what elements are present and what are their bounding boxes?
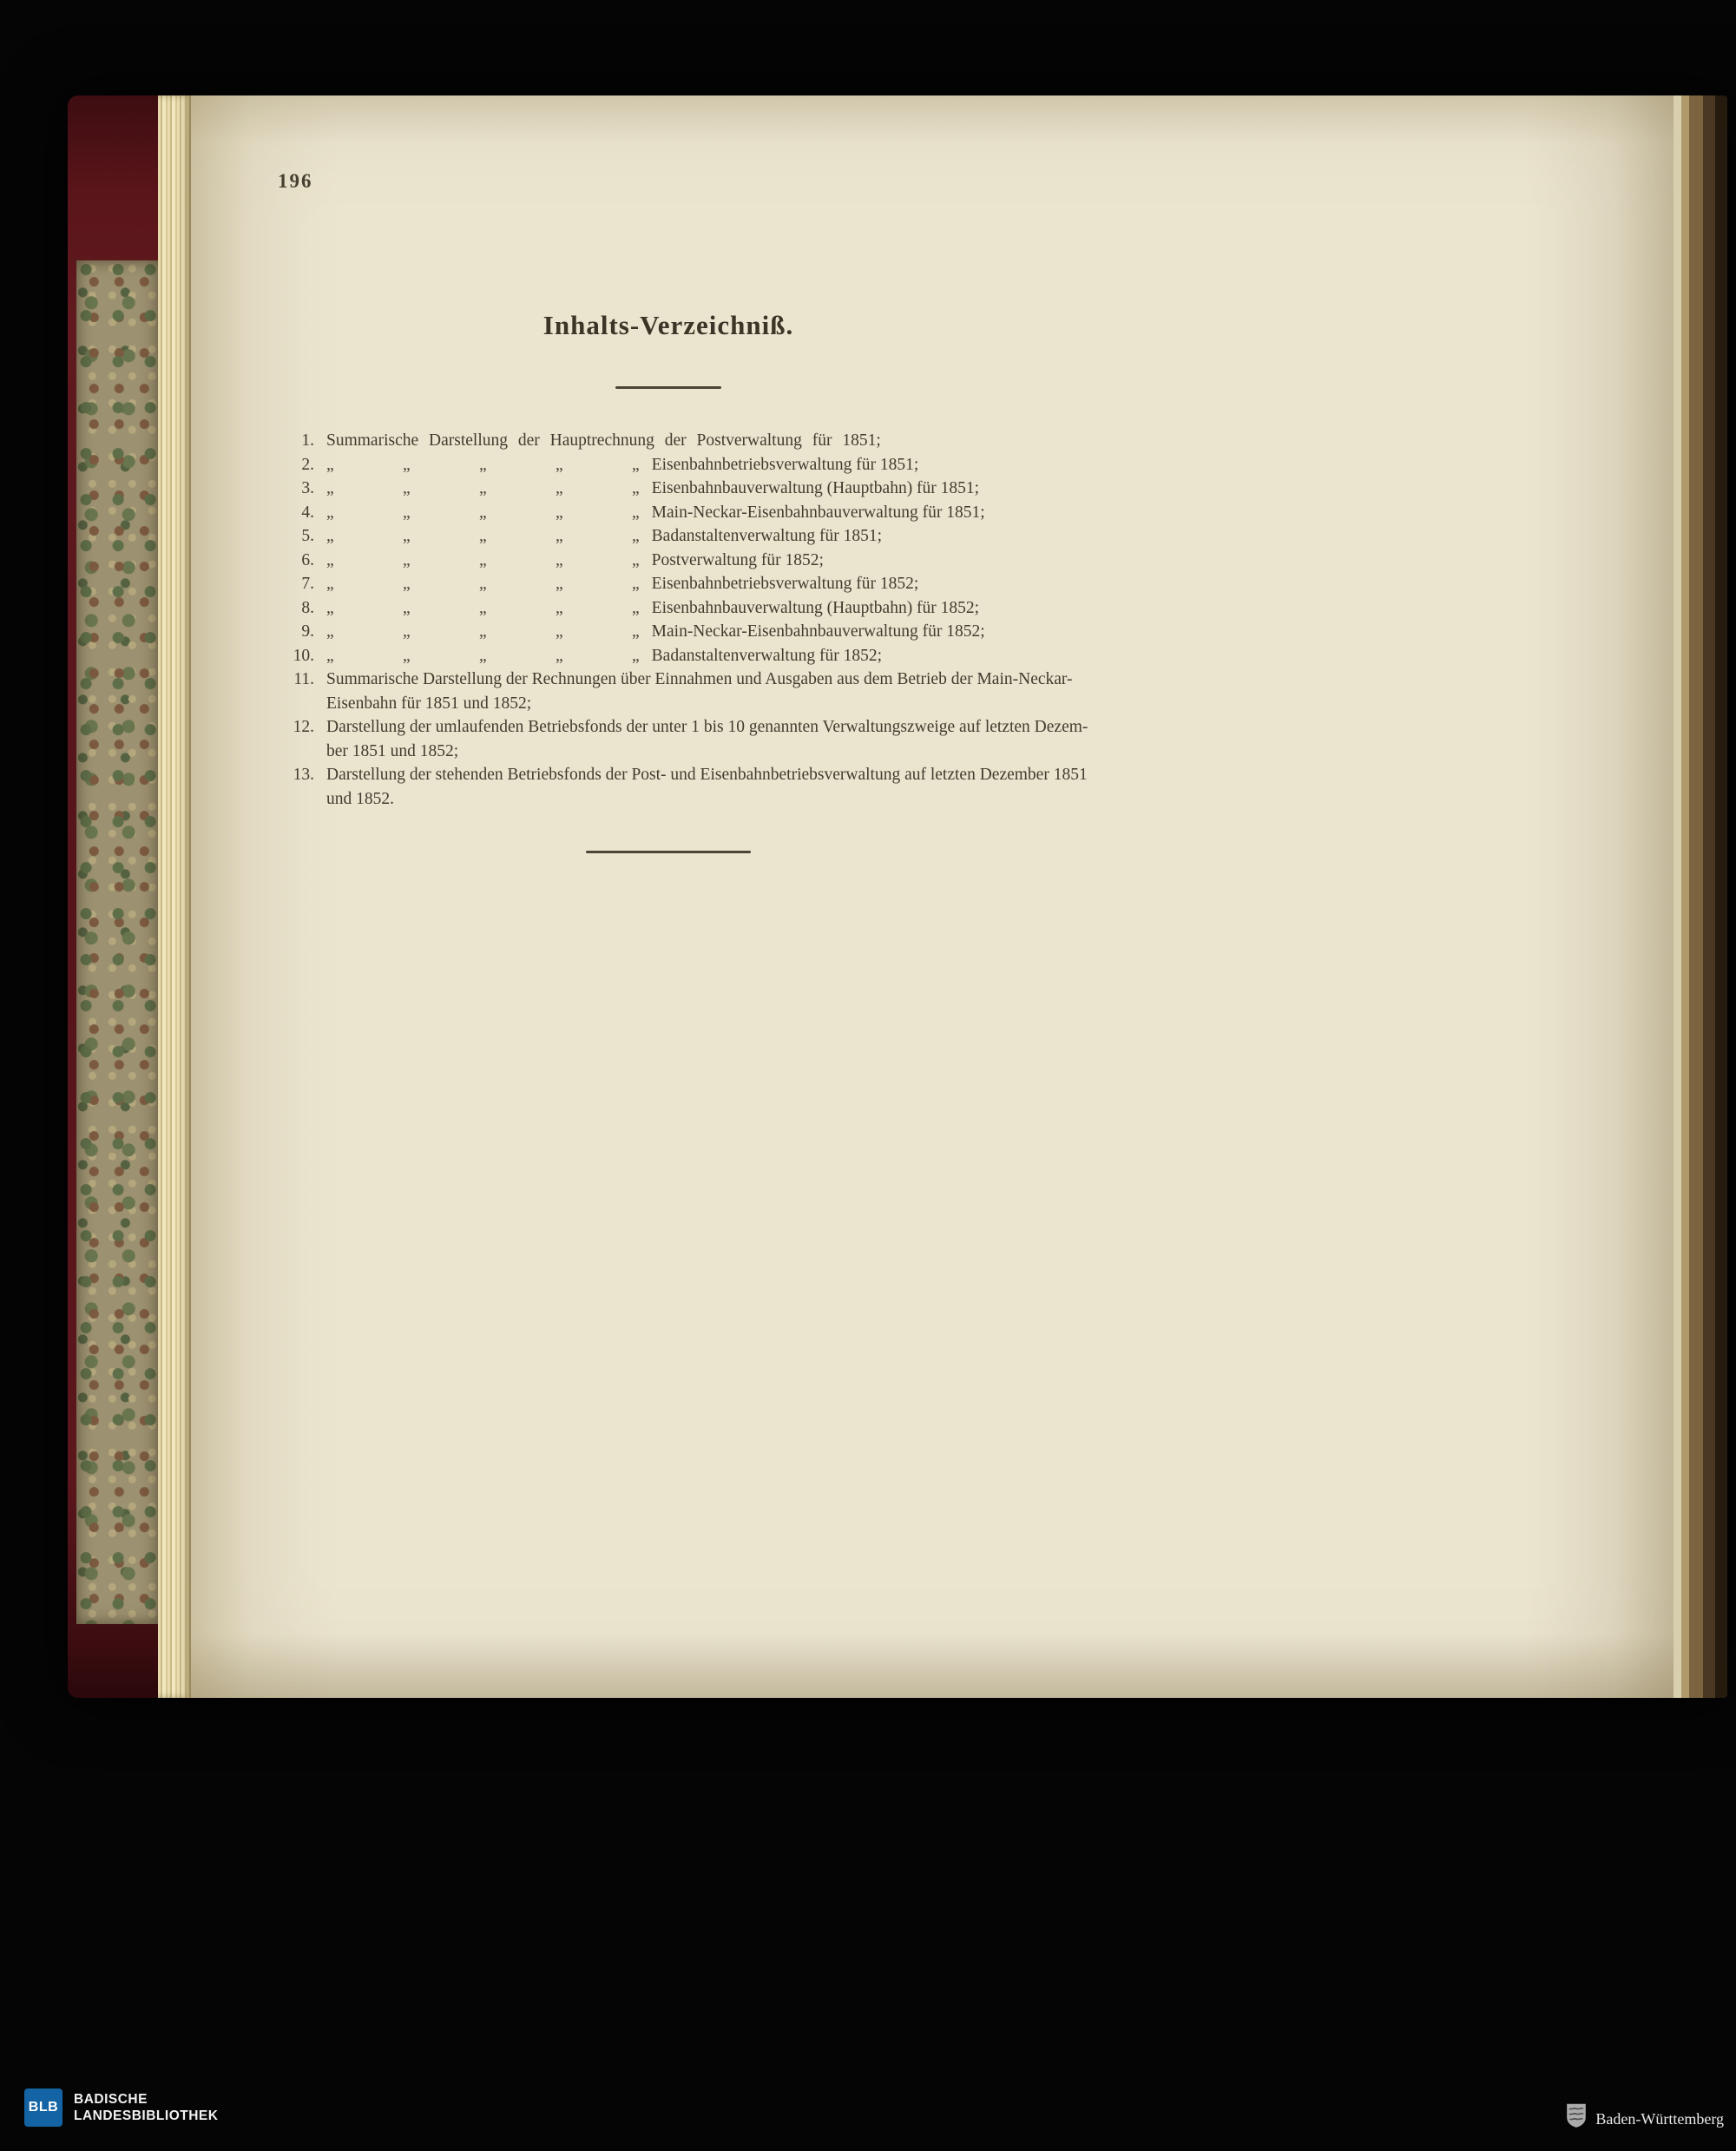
toc-item-number: 8. xyxy=(301,598,314,617)
book-page xyxy=(191,95,1674,1698)
toc-item-line: Summarische Darstellung der Rechnungen über Einnahmen und Ausgaben aus dem Betrieb der Main-Neckar- xyxy=(326,670,1073,688)
toc-item-label: Eisenbahnbauverwaltung (Hauptbahn) für 1852; xyxy=(651,598,980,617)
ditto-mark: „ xyxy=(632,503,640,522)
toc-item xyxy=(278,763,1088,811)
ditto-mark: „ xyxy=(556,646,563,665)
toc-item-number: 4. xyxy=(301,503,314,522)
ditto-mark: „ xyxy=(326,550,334,569)
ditto-mark: „ xyxy=(556,575,563,593)
ditto-mark: „ xyxy=(326,479,334,497)
ditto-mark: „ xyxy=(556,598,563,617)
ditto-mark: „ xyxy=(403,479,411,497)
toc-item-text xyxy=(326,620,985,644)
ditto-mark: „ xyxy=(556,550,563,569)
toc-item xyxy=(278,596,1059,621)
toc-item xyxy=(278,644,1059,668)
toc-item-label: Eisenbahnbetriebsverwaltung für 1852; xyxy=(651,575,919,593)
region-name: Baden-Württemberg xyxy=(1595,2110,1724,2128)
ditto-mark: „ xyxy=(632,622,640,641)
ditto-mark: „ xyxy=(479,455,487,474)
ditto-mark: „ xyxy=(556,503,563,522)
ditto-mark: „ xyxy=(556,527,563,545)
ditto-mark: „ xyxy=(479,575,487,593)
ditto-mark: „ xyxy=(479,479,487,497)
toc-item xyxy=(278,668,1073,715)
page-number: 196 xyxy=(278,170,313,192)
ditto-mark: „ xyxy=(403,598,411,617)
ditto-mark: „ xyxy=(403,646,411,665)
toc-item xyxy=(278,477,1059,501)
library-name xyxy=(74,2091,218,2124)
coat-of-arms-icon xyxy=(1566,2102,1587,2128)
ditto-mark: „ xyxy=(403,550,411,569)
toc-item-text xyxy=(326,763,1088,811)
ditto-mark: „ xyxy=(632,550,640,569)
ditto-mark: „ xyxy=(632,479,640,497)
ditto-mark: „ xyxy=(403,503,411,522)
toc-item-number: 5. xyxy=(301,527,314,545)
ditto-mark: „ xyxy=(556,455,563,474)
ditto-mark: „ xyxy=(326,575,334,593)
ditto-mark: „ xyxy=(479,598,487,617)
toc-item xyxy=(278,620,1059,644)
toc-item-text xyxy=(326,715,1088,763)
toc-item-line: Darstellung der umlaufenden Betriebsfonds der unter 1 bis 10 genannten Verwaltungszweige auf letzten Dezem- xyxy=(326,718,1088,736)
toc-item xyxy=(278,572,1059,596)
toc-item-number: 2. xyxy=(301,455,314,474)
divider-bottom xyxy=(586,851,751,853)
ditto-mark: „ xyxy=(326,646,334,665)
ditto-mark: „ xyxy=(479,503,487,522)
page-edge-stack xyxy=(158,95,191,1698)
marbled-cover xyxy=(76,260,158,1624)
toc-item-number: 12. xyxy=(293,718,314,736)
ditto-mark: „ xyxy=(326,598,334,617)
toc-item-label: Main-Neckar-Eisenbahnbauverwaltung für 1851; xyxy=(651,503,985,522)
toc-item-number: 6. xyxy=(301,550,314,569)
book-photo xyxy=(68,95,1727,1698)
toc-item-number: 1. xyxy=(301,431,314,450)
blb-logo: BLB xyxy=(24,2089,62,2127)
toc-item-number: 13. xyxy=(293,766,314,784)
toc-item-text xyxy=(326,596,979,621)
toc-item-text xyxy=(326,644,882,668)
region-branding xyxy=(1566,2102,1724,2128)
toc-item-label: Badanstaltenverwaltung für 1851; xyxy=(651,527,883,545)
toc-item xyxy=(278,524,1059,549)
ditto-mark: „ xyxy=(326,527,334,545)
toc-item-line: Eisenbahn für 1851 und 1852; xyxy=(326,694,532,713)
toc-item-number: 3. xyxy=(301,479,314,497)
ditto-mark: „ xyxy=(479,527,487,545)
toc-item-line: ber 1851 und 1852; xyxy=(326,741,459,760)
ditto-mark: „ xyxy=(479,550,487,569)
divider-top xyxy=(615,386,721,389)
library-name-line1: BADISCHE xyxy=(74,2092,148,2107)
toc-item-line: und 1852. xyxy=(326,789,394,808)
toc-item-text xyxy=(326,668,1073,715)
ditto-mark: „ xyxy=(403,622,411,641)
ditto-mark: „ xyxy=(479,622,487,641)
toc-item xyxy=(278,429,1059,453)
ditto-mark: „ xyxy=(632,455,640,474)
toc-title: Inhalts-Verzeichniß. xyxy=(542,310,794,340)
ditto-mark: „ xyxy=(632,598,640,617)
ditto-mark: „ xyxy=(632,646,640,665)
toc-list xyxy=(278,429,1088,811)
library-branding xyxy=(24,2089,218,2127)
library-name-line2: LANDESBIBLIOTHEK xyxy=(74,2108,219,2123)
toc-item-label: Main-Neckar-Eisenbahnbauverwaltung für 1852; xyxy=(651,622,985,641)
ditto-mark: „ xyxy=(326,503,334,522)
toc-item-label: Eisenbahnbetriebsverwaltung für 1851; xyxy=(651,455,919,474)
ditto-mark: „ xyxy=(326,455,334,474)
toc-item-number: 10. xyxy=(293,646,314,665)
toc-item xyxy=(278,453,1059,477)
toc-item-text xyxy=(326,453,918,477)
ditto-mark: „ xyxy=(632,527,640,545)
toc-item xyxy=(278,715,1088,763)
toc-item-number: 9. xyxy=(301,622,314,641)
toc-item-text: Summarische Darstellung der Hauptrechnung der Postverwaltung für 1851; xyxy=(326,431,881,450)
ditto-mark: „ xyxy=(403,527,411,545)
toc-item-number: 11. xyxy=(293,670,314,688)
ditto-mark: „ xyxy=(479,646,487,665)
book-spine xyxy=(68,95,158,1698)
toc-item xyxy=(278,501,1059,525)
ditto-mark: „ xyxy=(632,575,640,593)
toc-item-label: Badanstaltenverwaltung für 1852; xyxy=(651,646,883,665)
toc-item-line: Darstellung der stehenden Betriebsfonds der Post- und Eisenbahnbetriebsverwaltung auf letzten Dezember 1851 xyxy=(326,766,1088,784)
book-right-edge xyxy=(1674,95,1727,1698)
toc-item-text xyxy=(326,572,918,596)
toc-item-text xyxy=(326,549,824,573)
ditto-mark: „ xyxy=(556,479,563,497)
ditto-mark: „ xyxy=(403,455,411,474)
table-of-contents xyxy=(278,310,1088,853)
toc-item-text xyxy=(326,524,882,549)
ditto-mark: „ xyxy=(556,622,563,641)
ditto-mark: „ xyxy=(403,575,411,593)
toc-item-label: Eisenbahnbauverwaltung (Hauptbahn) für 1851; xyxy=(651,479,980,497)
toc-item-number: 7. xyxy=(301,575,314,593)
toc-item xyxy=(278,549,1059,573)
toc-item-text xyxy=(326,477,979,501)
toc-item-label: Postverwaltung für 1852; xyxy=(651,550,824,569)
ditto-mark: „ xyxy=(326,622,334,641)
toc-item-text xyxy=(326,501,985,525)
